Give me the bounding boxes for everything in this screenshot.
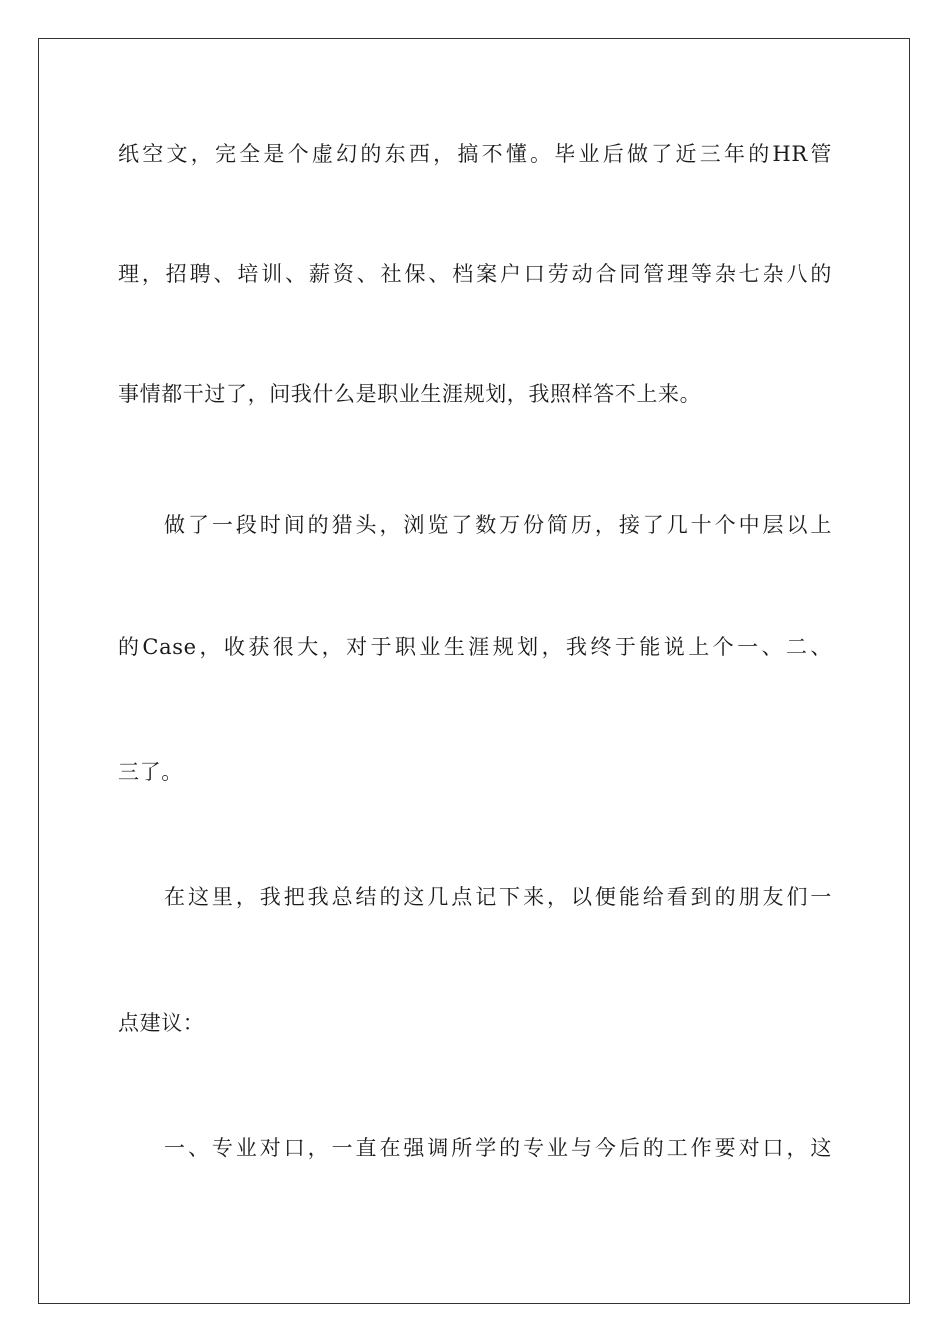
paragraph-line-8: 点建议： <box>118 1011 205 1035</box>
paragraph-line-6: 三了。 <box>118 760 183 784</box>
paragraph-line-7: 在这里，我把我总结的这几点记下来，以便能给看到的朋友们一 <box>164 885 832 909</box>
page-border <box>38 38 910 1304</box>
paragraph-line-1: 纸空文，完全是个虚幻的东西，搞不懂。毕业后做了近三年的HR管 <box>118 142 832 166</box>
paragraph-line-2: 理，招聘、培训、薪资、社保、档案户口劳动合同管理等杂七杂八的 <box>118 262 832 286</box>
paragraph-line-4: 做了一段时间的猎头，浏览了数万份简历，接了几十个中层以上 <box>164 513 832 537</box>
paragraph-line-3: 事情都干过了，问我什么是职业生涯规划，我照样答不上来。 <box>118 382 702 406</box>
paragraph-line-9: 一、专业对口，一直在强调所学的专业与今后的工作要对口，这 <box>164 1136 832 1160</box>
paragraph-line-5: 的Case，收获很大，对于职业生涯规划，我终于能说上个一、二、 <box>118 635 832 659</box>
